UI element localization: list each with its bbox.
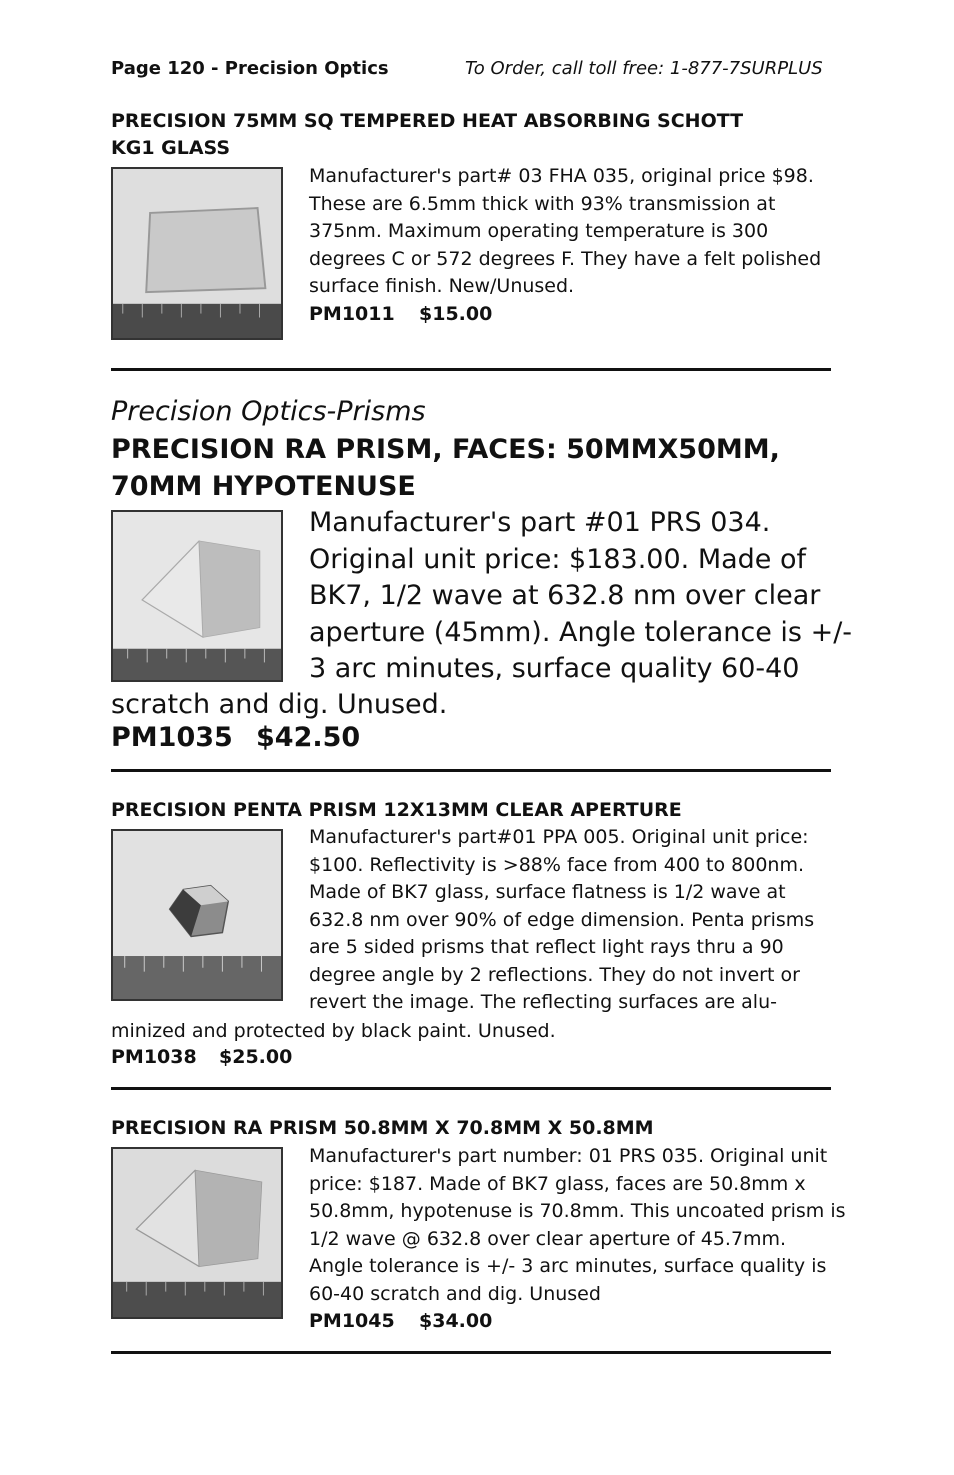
sku-price xyxy=(111,1046,292,1068)
product-title-line: KG1 GLASS xyxy=(111,137,231,159)
product-description xyxy=(309,824,814,1017)
desc-line: aperture (45mm). Angle tolerance is +/- xyxy=(309,616,853,648)
section-heading: Precision Optics-Prisms xyxy=(111,396,426,427)
product-description xyxy=(309,1143,846,1308)
divider xyxy=(111,1087,831,1090)
desc-line: Manufacturer's part#01 PPA 005. Original unit price: xyxy=(309,826,809,848)
sku-price xyxy=(309,1310,492,1332)
product-title-line: 70MM HYPOTENUSE xyxy=(111,471,416,502)
price: $42.50 xyxy=(256,722,361,753)
desc-line: 632.8 nm over 90% of edge dimension. Penta prisms xyxy=(309,908,815,931)
desc-line: degree angle by 2 reflections. They do not invert or xyxy=(309,963,800,986)
sku-code: PM1011 xyxy=(309,303,395,325)
product-photo-ra-prism xyxy=(111,1147,283,1319)
sku-code: PM1045 xyxy=(309,1310,395,1332)
desc-line: surface finish. New/Unused. xyxy=(309,275,575,297)
product-title-line: PRECISION RA PRISM 50.8MM X 70.8MM X 50.8MM xyxy=(111,1117,654,1139)
desc-line: scratch and dig. Unused. xyxy=(111,689,448,720)
product-title xyxy=(111,1115,654,1142)
desc-line: $100. Reflectivity is >88% face from 400 to 800nm. xyxy=(309,853,805,876)
divider xyxy=(111,1351,831,1354)
product-title-line: PRECISION RA PRISM, FACES: 50MMX50MM, xyxy=(111,434,780,465)
product-title xyxy=(111,431,780,505)
page-label: Page 120 - Precision Optics xyxy=(111,58,389,79)
desc-line: Manufacturer's part# 03 FHA 035, original price $98. xyxy=(309,165,814,187)
divider xyxy=(111,368,831,371)
sku-price xyxy=(309,303,492,325)
product-photo-ra-prism xyxy=(111,510,283,682)
sku-code: PM1038 xyxy=(111,1046,197,1068)
product-title-line: PRECISION 75MM SQ TEMPERED HEAT ABSORBING SCHOTT xyxy=(111,110,744,132)
desc-line: These are 6.5mm thick with 93% transmission at xyxy=(309,192,776,215)
desc-line: 50.8mm, hypotenuse is 70.8mm. This uncoated prism is xyxy=(309,1200,846,1222)
product-description xyxy=(309,505,852,688)
sku-price xyxy=(111,722,360,753)
order-phone-line: To Order, call toll free: 1-877-7SURPLUS xyxy=(465,58,823,79)
desc-line: 3 arc minutes, surface quality 60-40 xyxy=(309,653,800,684)
desc-line: Manufacturer's part number: 01 PRS 035. Original unit xyxy=(309,1145,828,1167)
desc-line: Angle tolerance is +/- 3 arc minutes, surface quality is xyxy=(309,1255,827,1277)
desc-line: 375nm. Maximum operating temperature is 300 xyxy=(309,220,769,242)
price: $15.00 xyxy=(419,303,493,325)
divider xyxy=(111,769,831,772)
desc-line: minized and protected by black paint. Unused. xyxy=(111,1020,556,1042)
product-photo-penta-prism xyxy=(111,829,283,1001)
desc-line: 60-40 scratch and dig. Unused xyxy=(309,1282,601,1305)
desc-line: BK7, 1/2 wave at 632.8 nm over clear xyxy=(309,580,821,611)
product-photo-glass xyxy=(111,167,283,340)
desc-line: 1/2 wave @ 632.8 over clear aperture of 45.7mm. xyxy=(309,1227,787,1250)
desc-line: degrees C or 572 degrees F. They have a felt polished xyxy=(309,247,822,270)
desc-line: Manufacturer's part #01 PRS 034. xyxy=(309,507,771,538)
price: $34.00 xyxy=(419,1310,493,1332)
desc-line: price: $187. Made of BK7 glass, faces are 50.8mm x xyxy=(309,1172,806,1195)
sku-code: PM1035 xyxy=(111,722,233,753)
desc-line: Original unit price: $183.00. Made of xyxy=(309,543,807,575)
desc-line: Made of BK7 glass, surface flatness is 1/2 wave at xyxy=(309,881,786,903)
desc-line: revert the image. The reflecting surfaces are alu- xyxy=(309,991,777,1013)
product-title xyxy=(111,108,743,162)
product-description xyxy=(309,163,821,301)
product-title-line: PRECISION PENTA PRISM 12X13MM CLEAR APERTURE xyxy=(111,799,682,821)
desc-line: are 5 sided prisms that reflect light rays thru a 90 xyxy=(309,936,784,958)
product-title xyxy=(111,797,682,824)
price: $25.00 xyxy=(219,1046,293,1068)
